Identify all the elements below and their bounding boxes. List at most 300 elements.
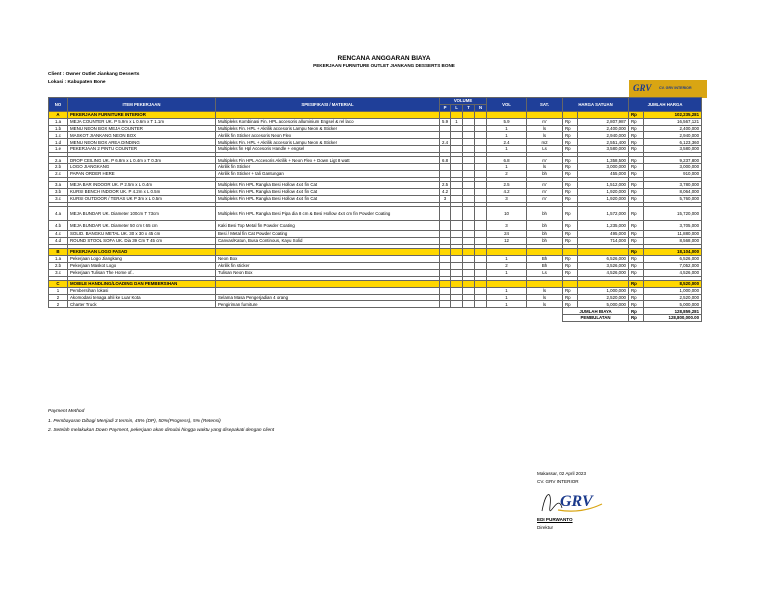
cell-sat: bh [527, 171, 563, 178]
cell-p [440, 164, 451, 171]
cell-rp: Rp [563, 269, 578, 276]
cell-spec [216, 287, 440, 294]
blank-cell [440, 315, 451, 322]
section-code: A [49, 111, 68, 118]
blank-cell [463, 315, 475, 322]
cell-rp: Rp [563, 189, 578, 196]
cell-vol: 2.5 [487, 182, 527, 189]
cell-rp2: Rp [629, 269, 644, 276]
cell-spec: Multipleks Fin HPL Rangka Besi Hollow 4x4 fin Cat [216, 195, 440, 202]
section-code: B [49, 249, 68, 256]
cell-sat: ls [527, 294, 563, 301]
cell-item: Pekerjaan Tulisan The Home of.. [68, 269, 216, 276]
cell-n [475, 287, 487, 294]
cell-t [463, 132, 475, 139]
cell-l [451, 294, 463, 301]
cell-p [440, 231, 451, 238]
location-line: Lokasi : Kabupaten Bone [48, 80, 106, 85]
cell-sat: ls [527, 164, 563, 171]
col-no: NO [49, 98, 68, 112]
cell-spec: Multipleks Fin HPL Rangka Besi Hollow 4x4 fin Cat [216, 182, 440, 189]
cell-n [475, 189, 487, 196]
section-rp: Rp [629, 280, 644, 287]
cell-sat: Bh [527, 262, 563, 269]
cell-t [463, 118, 475, 125]
cell-vol: 1 [487, 287, 527, 294]
cell-rp: Rp [563, 157, 578, 164]
cell-t [463, 207, 475, 221]
budget-table [48, 97, 702, 322]
section-cell [527, 111, 563, 118]
cell-item: SOLID. BANGKU METAL UK. 30 x 30 x 45 cm [68, 231, 216, 238]
cell-no: 4.b [49, 221, 68, 231]
table-row [49, 262, 702, 269]
cell-price: 2,551,400 [578, 139, 629, 146]
pembulatan-value: 128,800,000.00 [644, 315, 702, 322]
cell-no: 2.a [49, 157, 68, 164]
cell-total: 1,000,000 [644, 287, 702, 294]
cell-sat: bh [527, 231, 563, 238]
cell-vol: 1 [487, 132, 527, 139]
cell-n [475, 231, 487, 238]
cell-total: 15,720,000 [644, 207, 702, 221]
cell-rp: Rp [563, 237, 578, 244]
blank-cell [475, 315, 487, 322]
cell-rp2: Rp [629, 118, 644, 125]
cell-t [463, 195, 475, 202]
blank-cell [68, 315, 216, 322]
section-cell [451, 280, 463, 287]
cell-t [463, 157, 475, 164]
cell-price: 2,400,000 [578, 125, 629, 132]
cell-rp2: Rp [629, 139, 644, 146]
section-row [49, 249, 702, 256]
cell-rp: Rp [563, 231, 578, 238]
blank-cell [451, 315, 463, 322]
col-unit-price: HARGA SATUAN [563, 98, 629, 112]
section-cell [475, 249, 487, 256]
cell-l [451, 269, 463, 276]
cell-rp: Rp [563, 118, 578, 125]
section-cell [563, 111, 578, 118]
cell-total: 3,000,000 [644, 164, 702, 171]
cell-p: 2.4 [440, 139, 451, 146]
cell-item: KURSI OUTDOOR / TERAS UK P 3m x L 0.5m [68, 195, 216, 202]
cell-spec: Multipleks Fin HPL Rangka Besi Pipa dia 8 cm & Besi Hollow 4x4 cm fin Powder Coating [216, 207, 440, 221]
cell-price: 4,526,000 [578, 269, 629, 276]
cell-vol: 10 [487, 207, 527, 221]
blank-cell [68, 308, 216, 315]
col-t: T [463, 104, 475, 111]
cell-vol: 5.9 [487, 118, 527, 125]
section-rp: Rp [629, 249, 644, 256]
section-total: 18,104,000 [644, 249, 702, 256]
blank-cell [49, 315, 68, 322]
cell-no: 1.a [49, 255, 68, 262]
cell-no: 3.a [49, 182, 68, 189]
cell-vol: 4.2 [487, 189, 527, 196]
cell-rp2: Rp [629, 182, 644, 189]
cell-vol: 2 [487, 171, 527, 178]
cell-no: 1.c [49, 132, 68, 139]
cell-sat: m2 [527, 139, 563, 146]
cell-total: 4,526,000 [644, 269, 702, 276]
cell-rp2: Rp [629, 231, 644, 238]
cell-rp2: Rp [629, 157, 644, 164]
cell-rp: Rp [563, 221, 578, 231]
cell-rp2: Rp [629, 237, 644, 244]
cell-n [475, 182, 487, 189]
cell-rp2: Rp [629, 189, 644, 196]
section-cell [440, 111, 451, 118]
cell-vol: 3 [487, 195, 527, 202]
cell-spec: Multipleks Fin HPL Rangka Besi Hollow 4x4 fin Cat [216, 189, 440, 196]
cell-vol: 2 [487, 262, 527, 269]
cell-spec: Multipleks Fin. HPL + Akrilik accesoris Lampu Neon & Sticker [216, 139, 440, 146]
cell-total: 11,880,000 [644, 231, 702, 238]
cell-no: 2 [49, 301, 68, 308]
cell-n [475, 301, 487, 308]
cell-total: 7,052,000 [644, 262, 702, 269]
cell-spec: Multipleks Kombinasi Fin. HPL accesoris alluminium Engsel & rel laco [216, 118, 440, 125]
payment-line-1: 1. Pembayaran Dibagi Menjadi 3 termin, 45% (DP), 50%(Progress), 5% (Retensi) [48, 419, 221, 424]
cell-rp2: Rp [629, 255, 644, 262]
cell-price: 1,920,000 [578, 189, 629, 196]
cell-no: 3.c [49, 269, 68, 276]
cell-rp: Rp [563, 294, 578, 301]
section-cell [578, 249, 629, 256]
section-total: 8,520,000 [644, 280, 702, 287]
cell-price: 2,940,000 [578, 132, 629, 139]
payment-title: Payment Method [48, 409, 85, 414]
section-name: MOBILE HANDLING/LOADING DAN PEMBERSIHAN [68, 280, 216, 287]
cell-n [475, 237, 487, 244]
cell-p [440, 287, 451, 294]
cell-spec: Selama Masa Pengerjadian 4 orang [216, 294, 440, 301]
table-row [49, 231, 702, 238]
cell-l [451, 301, 463, 308]
cell-spec: Akrilik fin sticker [216, 262, 440, 269]
cell-total: 9,237,800 [644, 157, 702, 164]
pembulatan-currency: Rp [629, 315, 644, 322]
cell-spec: Akrilik fin Sticker + tali Gantungan [216, 171, 440, 178]
cell-n [475, 118, 487, 125]
cell-no: 1 [49, 287, 68, 294]
col-sat: SAT. [527, 98, 563, 112]
cell-item: PEKERJAAN 2 PINTU COUNTER [68, 146, 216, 153]
cell-sat: Ls [527, 146, 563, 153]
table-row [49, 221, 702, 231]
cell-n [475, 269, 487, 276]
pembulatan-label: PEMBULATAN [563, 315, 629, 322]
cell-price: 714,000 [578, 237, 629, 244]
cell-total: 2,400,000 [644, 125, 702, 132]
cell-l [451, 164, 463, 171]
cell-total: 5,000,000 [644, 301, 702, 308]
cell-rp2: Rp [629, 132, 644, 139]
blank-cell [527, 308, 563, 315]
cell-no: 3.b [49, 189, 68, 196]
cell-sat: m' [527, 189, 563, 196]
blank-cell [440, 308, 451, 315]
cell-item: Pekerjaan Maskot Logo [68, 262, 216, 269]
cell-p [440, 132, 451, 139]
cell-t [463, 301, 475, 308]
cell-spec: Akrilik fin Sticker [216, 164, 440, 171]
cell-spec: Besi / Metal fin Cat Powder Coating [216, 231, 440, 238]
cell-total: 8,064,000 [644, 189, 702, 196]
blank-cell [475, 308, 487, 315]
cell-item: Pekerjaan Logo Jiangkang [68, 255, 216, 262]
cell-n [475, 255, 487, 262]
cell-t [463, 221, 475, 231]
section-cell [563, 280, 578, 287]
section-cell [440, 249, 451, 256]
table-row [49, 195, 702, 202]
section-code: C [49, 280, 68, 287]
section-name: PEKERJAAN LOGO FASAD [68, 249, 216, 256]
section-cell [216, 111, 440, 118]
table-row [49, 157, 702, 164]
table-row [49, 301, 702, 308]
cell-rp2: Rp [629, 221, 644, 231]
cell-price: 1,920,000 [578, 195, 629, 202]
cell-rp: Rp [563, 146, 578, 153]
cell-spec: Canvas/Katun, Busa Continous, Kayu Solid [216, 237, 440, 244]
cell-price: 3,000,000 [578, 164, 629, 171]
cell-vol: 6.8 [487, 157, 527, 164]
client-line: Client : Owner Outlet Jiankang Desserts [48, 72, 140, 77]
cell-item: Pembersihan lokasi [68, 287, 216, 294]
cell-item: MENU NEON BOX MEJA COUNTER [68, 125, 216, 132]
cell-rp2: Rp [629, 207, 644, 221]
cell-p [440, 255, 451, 262]
signature-role: Direktur [537, 525, 554, 530]
cell-sat: ls [527, 287, 563, 294]
cell-p: 2.5 [440, 182, 451, 189]
section-cell [487, 280, 527, 287]
cell-vol: 1 [487, 164, 527, 171]
cell-spec: Tulisan Neon Box [216, 269, 440, 276]
cell-p [440, 237, 451, 244]
cell-l [451, 287, 463, 294]
cell-sat: bh [527, 237, 563, 244]
cell-rp2: Rp [629, 146, 644, 153]
cell-rp2: Rp [629, 301, 644, 308]
table-row [49, 237, 702, 244]
section-cell [527, 249, 563, 256]
cell-no: 1.b [49, 125, 68, 132]
cell-item: MEJA BUNDAR UK. Diameter 100cm T 73cm [68, 207, 216, 221]
cell-t [463, 237, 475, 244]
jumlah-biaya [49, 308, 702, 315]
page-title: RENCANA ANGGARAN BIAYA [337, 55, 431, 62]
section-cell [216, 280, 440, 287]
blank-cell [216, 315, 440, 322]
cell-total: 8,568,000 [644, 237, 702, 244]
cell-sat: bh [527, 207, 563, 221]
cell-item: MEJA BAR INDOOR UK. P 2.5m x L 0.4m [68, 182, 216, 189]
table-row [49, 294, 702, 301]
section-cell [451, 111, 463, 118]
cell-t [463, 171, 475, 178]
jumlah-biaya-label: JUMLAH BIAYA [563, 308, 629, 315]
col-volume: VOLUME [440, 98, 487, 105]
col-p: P [440, 104, 451, 111]
section-row [49, 280, 702, 287]
cell-price: 3,580,000 [578, 146, 629, 153]
cell-n [475, 139, 487, 146]
cell-t [463, 255, 475, 262]
cell-rp2: Rp [629, 287, 644, 294]
cell-rp: Rp [563, 125, 578, 132]
blank-cell [487, 308, 527, 315]
cell-rp2: Rp [629, 294, 644, 301]
page-subtitle: PEKERJAAN FURNITURE OUTLET JIANKANG DESSERTS BONE [313, 63, 455, 68]
cell-l [451, 207, 463, 221]
cell-total: 2,940,000 [644, 132, 702, 139]
cell-vol: 24 [487, 231, 527, 238]
table-row [49, 207, 702, 221]
cell-t [463, 231, 475, 238]
table-row [49, 146, 702, 153]
table-row [49, 164, 702, 171]
company-logo [629, 80, 707, 98]
cell-p [440, 221, 451, 231]
cell-p [440, 125, 451, 132]
cell-sat: bh [527, 221, 563, 231]
table-row [49, 182, 702, 189]
col-vol: VOL [487, 98, 527, 112]
cell-t [463, 182, 475, 189]
table-row [49, 171, 702, 178]
cell-vol: 2.4 [487, 139, 527, 146]
cell-total: 6,526,000 [644, 255, 702, 262]
signature-name: EDI PURWANTO [537, 517, 573, 522]
cell-item: LOGO JIANGKANG [68, 164, 216, 171]
cell-no: 1.a [49, 118, 68, 125]
cell-vol: 1 [487, 301, 527, 308]
cell-sat: m' [527, 195, 563, 202]
cell-t [463, 262, 475, 269]
signature-company: CV. GRV INTERIOR [537, 479, 579, 484]
section-cell [463, 280, 475, 287]
section-cell [578, 111, 629, 118]
section-cell [563, 249, 578, 256]
cell-total: 6,123,360 [644, 139, 702, 146]
cell-t [463, 164, 475, 171]
cell-n [475, 195, 487, 202]
col-l: L [451, 104, 463, 111]
cell-price: 455,000 [578, 171, 629, 178]
cell-item: PAPAN ORDER HERE [68, 171, 216, 178]
cell-no: 1.e [49, 146, 68, 153]
cell-rp: Rp [563, 132, 578, 139]
cell-price: 495,000 [578, 231, 629, 238]
cell-l [451, 157, 463, 164]
col-item: ITEM PEKERJAAN [68, 98, 216, 112]
cell-no: 2 [49, 294, 68, 301]
cell-n [475, 262, 487, 269]
cell-n [475, 157, 487, 164]
cell-l: 1 [451, 118, 463, 125]
blank-cell [527, 315, 563, 322]
cell-no: 4.d [49, 237, 68, 244]
cell-vol: 1 [487, 269, 527, 276]
pembulatan [49, 315, 702, 322]
cell-n [475, 207, 487, 221]
cell-rp: Rp [563, 255, 578, 262]
cell-price: 1,235,000 [578, 221, 629, 231]
cell-vol: 1 [487, 255, 527, 262]
cell-t [463, 146, 475, 153]
blank-cell [487, 315, 527, 322]
cell-p [440, 301, 451, 308]
cell-item: MEJA BUNDAR UK. Diameter 50 cm t 65 cm [68, 221, 216, 231]
cell-spec: Multipleks Fin. HPL + Akrilik accesoris Lampu Neon & Sticker [216, 125, 440, 132]
section-name: PEKERJAAN FURNITURE INTERIOR [68, 111, 216, 118]
cell-vol: 1 [487, 125, 527, 132]
cell-price: 1,572,000 [578, 207, 629, 221]
cell-sat: m' [527, 182, 563, 189]
cell-p [440, 171, 451, 178]
cell-l [451, 182, 463, 189]
cell-l [451, 132, 463, 139]
cell-p: 3 [440, 195, 451, 202]
cell-no: 3.c [49, 195, 68, 202]
cell-sat: ls [527, 125, 563, 132]
cell-t [463, 287, 475, 294]
cell-t [463, 125, 475, 132]
table-row [49, 139, 702, 146]
cell-n [475, 146, 487, 153]
section-cell [487, 249, 527, 256]
cell-t [463, 189, 475, 196]
cell-t [463, 139, 475, 146]
cell-item: DROP CEILING UK. P 6.8m x L 0.4m x T 0.3m [68, 157, 216, 164]
cell-vol: 12 [487, 237, 527, 244]
cell-p [440, 146, 451, 153]
cell-total: 3,705,000 [644, 221, 702, 231]
cell-no: 1.d [49, 139, 68, 146]
cell-rp: Rp [563, 171, 578, 178]
cell-rp2: Rp [629, 164, 644, 171]
cell-rp: Rp [563, 287, 578, 294]
cell-t [463, 269, 475, 276]
cell-total: 910,000 [644, 171, 702, 178]
cell-n [475, 125, 487, 132]
cell-item: MENU NEON BOX AREA DINDING [68, 139, 216, 146]
cell-rp: Rp [563, 301, 578, 308]
section-cell [216, 249, 440, 256]
cell-p: 6.8 [440, 157, 451, 164]
cell-l [451, 125, 463, 132]
cell-rp: Rp [563, 139, 578, 146]
cell-rp: Rp [563, 195, 578, 202]
cell-total: 16,567,121 [644, 118, 702, 125]
payment-line-2: 2. Setelah melakukan Down Payment, pekerjaan akan dimulai hingga waktu yang disepakati dengan client [48, 428, 275, 433]
cell-price: 2,807,987 [578, 118, 629, 125]
cell-no: 2.c [49, 171, 68, 178]
cell-item: MEJA COUNTER UK. P 5.9m x L 0.6m x T 1.1m [68, 118, 216, 125]
table-row [49, 255, 702, 262]
cell-l [451, 139, 463, 146]
cell-spec: Akrilik fin Sticker accesoris Neon Flex [216, 132, 440, 139]
cell-sat: Ls [527, 269, 563, 276]
cell-price: 2,520,000 [578, 294, 629, 301]
cell-sat: m' [527, 157, 563, 164]
grv-logo-icon: GRV [633, 83, 652, 93]
